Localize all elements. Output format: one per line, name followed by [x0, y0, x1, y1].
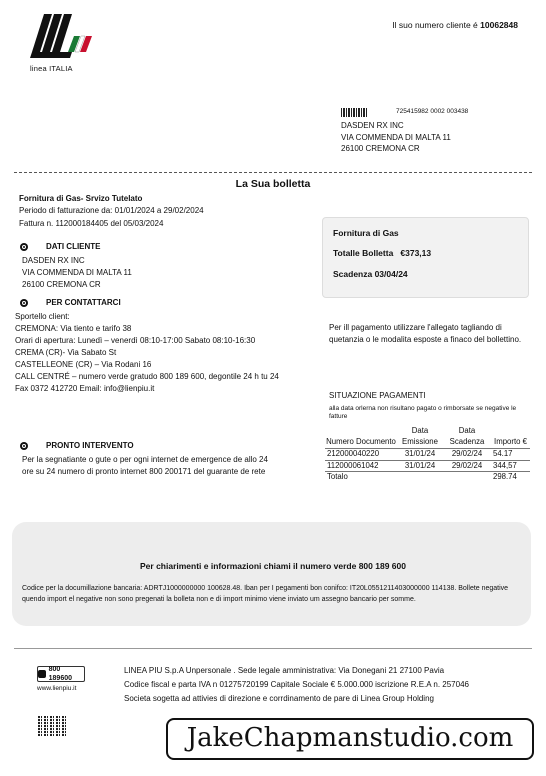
contact-line: CALL CENTRÉ – numero verde gratudo 800 189 600, degontile 24 h tu 24 — [15, 372, 279, 381]
bullet-icon — [20, 442, 28, 450]
qr-code-icon — [38, 716, 66, 736]
billing-period: Periodo di fatturazione da: 01/01/2024 a 29/02/2024 — [19, 206, 204, 216]
payments-title: SITUAZIONE PAGAMENTI — [329, 391, 426, 400]
dashed-divider — [14, 172, 532, 173]
contact-section-heading — [20, 298, 121, 309]
table-row — [325, 449, 530, 461]
toll-free-badge — [37, 666, 85, 682]
summary-total — [333, 248, 518, 259]
client-line: 26100 CREMONA CR — [22, 280, 101, 289]
mailing-address — [341, 120, 451, 155]
emergency-section-heading — [20, 441, 134, 452]
total-value: €373,13 — [400, 248, 432, 259]
watermark: JakeChapmanstudio.com — [166, 718, 534, 760]
table-cell: 29/02/24 — [443, 460, 491, 472]
contact-details — [15, 311, 300, 395]
phone-icon — [38, 670, 46, 678]
table-cell: 112000061042 — [325, 460, 397, 472]
invoice-number: Fattura n. 112000184405 del 05/03/2024 — [19, 218, 164, 228]
client-number-value: 10062848 — [480, 20, 518, 30]
toll-free-number: 800 189600 — [48, 665, 72, 682]
payments-table — [325, 425, 530, 483]
address-line: DASDEN RX INC — [341, 121, 404, 130]
total-value-cell: 298.74 — [491, 472, 530, 483]
table-cell: 31/01/24 — [397, 449, 443, 461]
column-header: Data Scadenza — [449, 426, 485, 446]
info-text: Codice per la documillazione bancaria: ADRTJ1000000000 100628.48. Iban per I pegamenti bon conifco: IT20L0551211403000000 114138. Bollete negative quendo import el negative non sono pregenati la bolleta non e di import minimo viene inviato um assegno bancario per somme. — [22, 585, 509, 603]
address-line: VIA COMMENDA DI MALTA 11 — [341, 132, 451, 142]
bullet-icon — [20, 299, 28, 307]
emergency-section-title: PRONTO INTERVENTO — [46, 441, 134, 450]
website: www.lienpiu.it — [37, 685, 77, 692]
emergency-line: Per la segnatiante o gute o per ogni internet de emergence de allo 24 — [22, 455, 268, 464]
info-box — [12, 522, 531, 626]
table-cell: 54.17 — [491, 449, 530, 461]
contact-line: CASTELLEONE (CR) – Via Rodani 16 — [15, 360, 152, 369]
client-number-label: Il suo numero cliente é — [392, 20, 478, 30]
company-line: Codice fiscal e parta IVA n 01275720199 Capitale Sociale € 5.000.000 iscrizione R.E.A n. 257046 — [124, 680, 469, 689]
client-line: VIA COMMENDA DI MALTA 11 — [22, 268, 132, 277]
footer-divider — [14, 648, 532, 649]
contact-line: Orari di apertura: Lunedì – venerdì 08:10-17:00 Sabato 08:10-16:30 — [15, 336, 256, 345]
payment-note: Per ill pagamento utilizzare l'allegato tagliando di quetanzia o le modalita esposte a finaco del bollettino. — [329, 323, 522, 344]
contact-line: Sportello client: — [15, 312, 70, 321]
total-label-cell: Totalo — [325, 472, 397, 483]
bill-title: La Sua bolletta — [235, 178, 311, 190]
table-cell: 29/02/24 — [443, 449, 491, 461]
table-cell: 31/01/24 — [397, 460, 443, 472]
company-line: LINEA PIU S.p.A Unpersonale . Sede legale amministrativa: Via Donegani 21 27100 Pavia — [124, 666, 445, 675]
summary-due-date: Scadenza 03/04/24 — [333, 268, 408, 279]
info-title: Per chiarimenti e informazioni chiami il numero verde 800 189 600 — [140, 561, 406, 571]
summary-supply: Fornitura di Gas — [333, 228, 399, 238]
contact-line: CREMA (CR)- Via Sabato St — [15, 348, 117, 357]
supply-info — [19, 193, 204, 230]
payments-note: alla data orlerna non risultano pagato o rimborsate se negative le fatture — [329, 405, 517, 421]
table-row — [325, 460, 530, 472]
logo-text: linea ITALIA — [30, 64, 73, 73]
table-cell: 344,57 — [491, 460, 530, 472]
postal-barcode — [341, 108, 368, 117]
column-header: Data Emissione — [402, 426, 438, 446]
bullet-icon — [20, 243, 28, 251]
company-line: Societa sogetta ad attivies di direzione e corrdinamento de pare di Linea Group Holding — [124, 694, 434, 703]
table-cell: 212000040220 — [325, 449, 397, 461]
address-line: 26100 CREMONA CR — [341, 144, 420, 154]
client-line: DASDEN RX INC — [22, 256, 85, 265]
postal-barcode-code: 725415982 0002 003438 — [396, 108, 469, 115]
client-details — [22, 255, 132, 291]
supply-title: Fornitura di Gas- Srvizo Tutelato — [19, 194, 143, 203]
payments-header-row — [325, 425, 530, 449]
column-header: Importo € — [494, 436, 527, 446]
linea-italia-logo — [30, 12, 92, 62]
contact-line: CREMONA: Via tiento e tarifo 38 — [15, 324, 132, 333]
emergency-line: ore su 24 numero di pronto internet 800 200171 del guarante de rete — [22, 467, 266, 476]
contact-line: Fax 0372 412720 Email: info@lienpiu.it — [15, 384, 155, 393]
emergency-details — [22, 454, 302, 478]
column-header: Numero Documento — [326, 436, 396, 446]
bill-summary-box — [322, 217, 529, 298]
company-info — [124, 664, 469, 706]
table-total-row — [325, 472, 530, 483]
client-section-title: DATI CLIENTE — [46, 242, 101, 251]
client-number — [392, 20, 518, 31]
client-section-heading — [20, 242, 101, 253]
total-label: Totalle Bolletta — [333, 248, 394, 259]
contact-section-title: PER CONTATTARCI — [46, 298, 121, 307]
